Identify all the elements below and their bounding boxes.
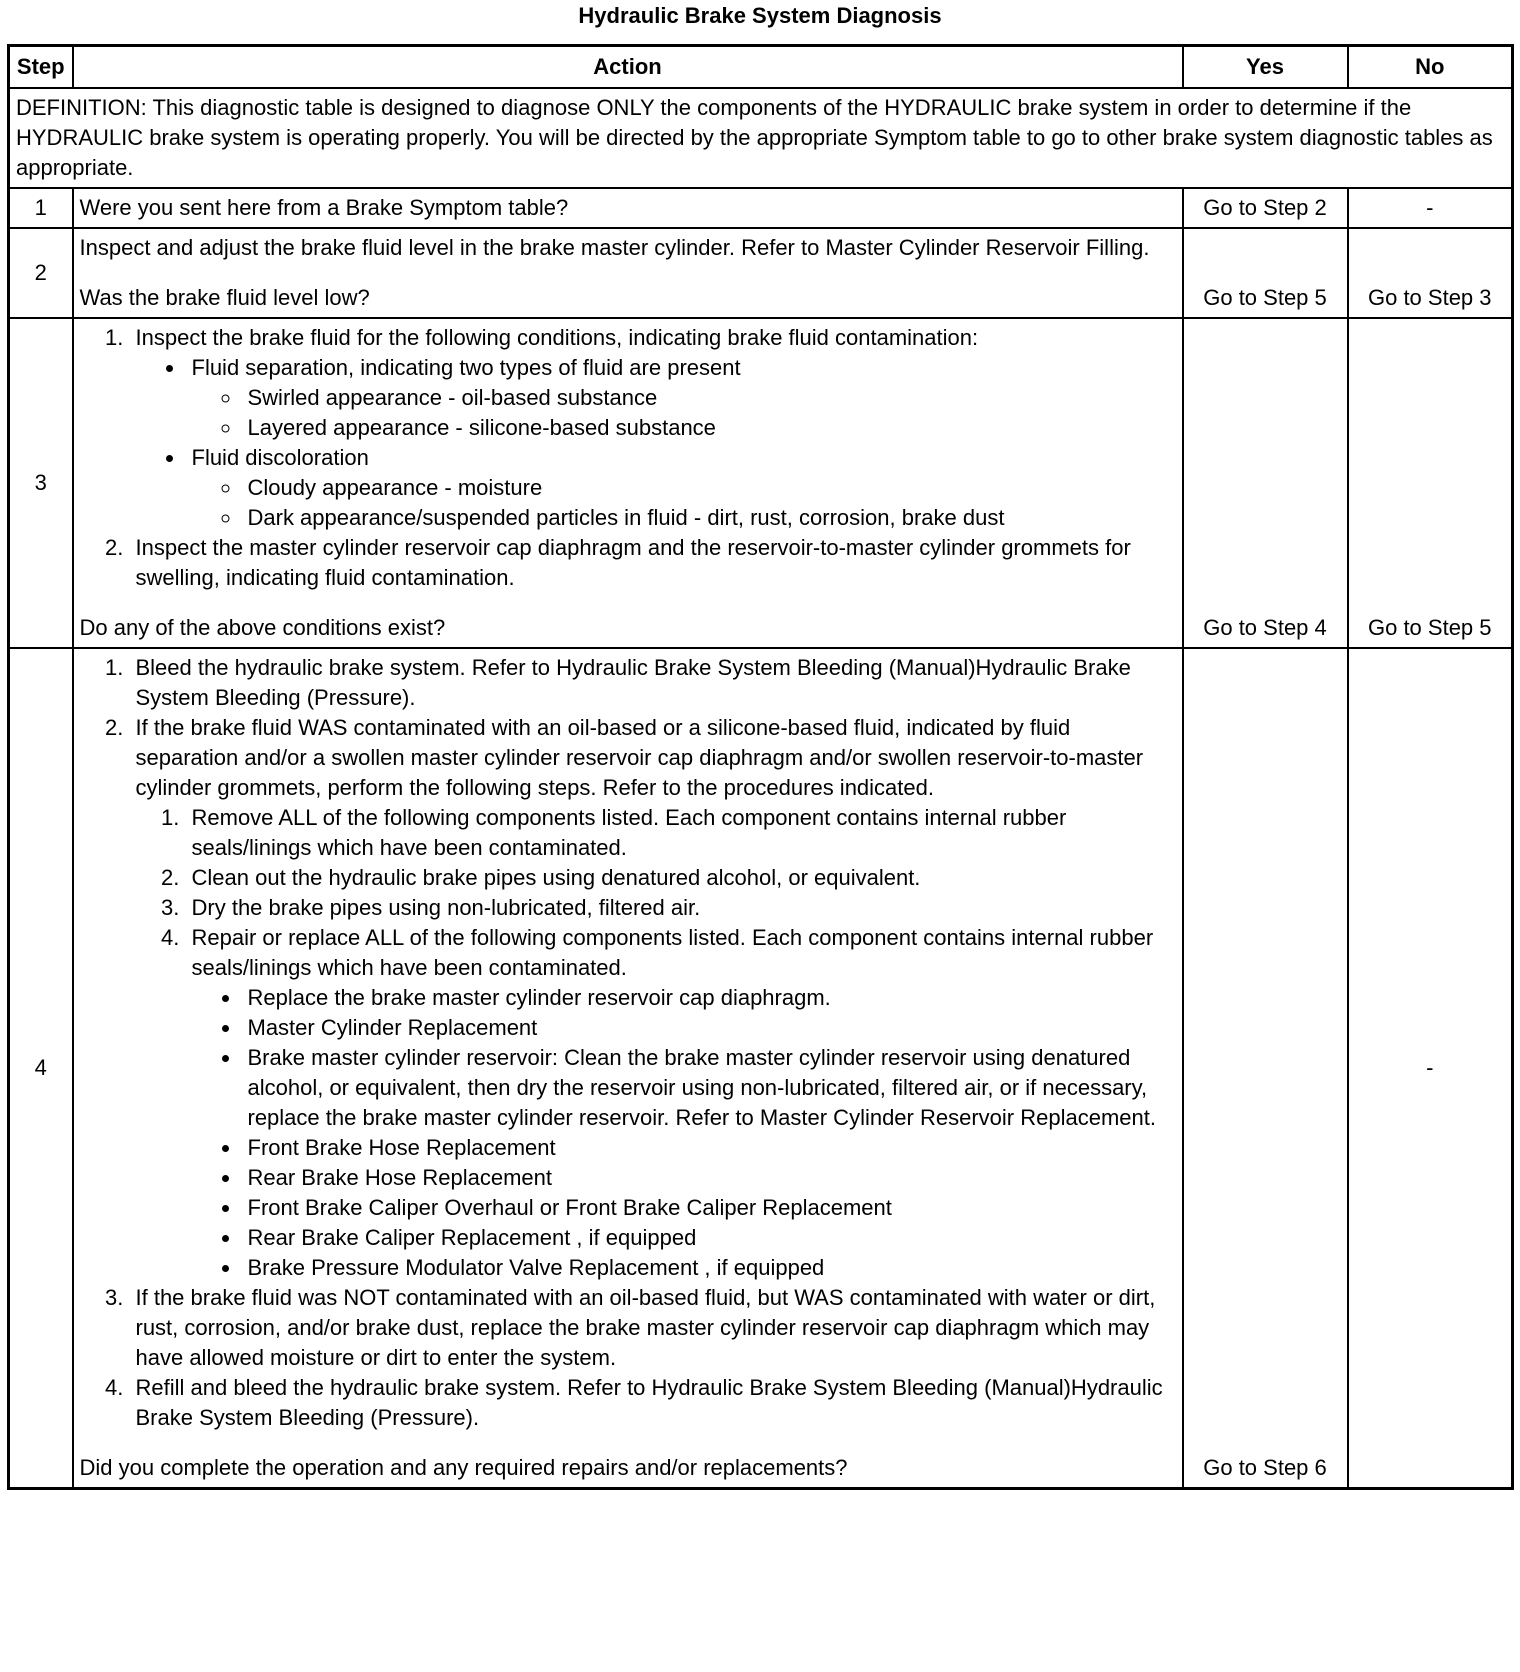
list-item: ◦ Swirled appearance - oil-based substance [242, 383, 1176, 413]
step-question: Did you complete the operation and any required repairs and/or replacements? [79, 1455, 848, 1480]
circle-list [192, 383, 1176, 443]
yes-link[interactable]: Go to Step 5 [1183, 228, 1348, 318]
step-number: 4 [9, 648, 73, 1489]
list-item: • Fluid separation, indicating two types of fluid are present ◦ Swirled appearance - oil-based substance ◦ Layered appearance - silicone-based substance [186, 353, 1176, 443]
list-item: 4. Repair or replace ALL of the following components listed. Each component contains internal rubber seals/linings which have been contaminated. • Replace the brake master cylinder reservoir cap diaphragm. • Master Cylinder Replacement • Brake master cylinder reservoir: Clean the brake master cylinder reservoir using denatured alcohol, or equivalent, then dry the reservoir using non-lubricated, filtered air, or if necessary, replace the brake master cylinder reservoir. Refer to Master Cylinder Reservoir Replacement. • Front Brake Hose Replacement • Rear Brake Hose Replacement • Front Brake Caliper Overhaul or Front Brake Caliper Replacement • Rear Brake Caliper Replacement , if equipped • Brake Pressure Modulator Valve Replacement , if equipped [186, 923, 1176, 1283]
list-item: • Brake master cylinder reservoir: Clean the brake master cylinder reservoir using denatured alcohol, or equivalent, then dry the reservoir using non-lubricated, filtered air, or if necessary, replace the brake master cylinder reservoir. Refer to Master Cylinder Reservoir Replacement. [242, 1043, 1176, 1133]
definition-text: DEFINITION: This diagnostic table is designed to diagnose ONLY the components of the HYDRAULIC brake system in order to determine if the HYDRAULIC brake system is operating properly. You will be directed by the appropriate Symptom table to go to other brake system diagnostic tables as appropriate. [9, 88, 1513, 188]
header-no: No [1348, 46, 1513, 89]
table-row-step-2 [9, 228, 1513, 318]
step-question: Was the brake fluid level low? [79, 285, 370, 310]
table-row-step-3 [9, 318, 1513, 648]
action-list [80, 653, 1176, 1433]
yes-link[interactable]: Go to Step 6 [1183, 648, 1348, 1489]
step-action [73, 318, 1183, 648]
list-item: 3. Dry the brake pipes using non-lubricated, filtered air. [186, 893, 1176, 923]
step-number: 2 [9, 228, 73, 318]
bullet-list [136, 353, 1176, 533]
list-item: 1. Remove ALL of the following components listed. Each component contains internal rubber seals/linings which have been contaminated. [186, 803, 1176, 863]
step-intro: Inspect and adjust the brake fluid level in the brake master cylinder. Refer to Master Cylinder Reservoir Filling. [79, 235, 1150, 260]
list-item: • Rear Brake Hose Replacement [242, 1163, 1176, 1193]
yes-link[interactable]: Go to Step 2 [1183, 188, 1348, 228]
list-item: • Replace the brake master cylinder reservoir cap diaphragm. [242, 983, 1176, 1013]
header-action: Action [73, 46, 1183, 89]
step-action [73, 648, 1183, 1489]
step-number: 3 [9, 318, 73, 648]
page-title: Hydraulic Brake System Diagnosis [578, 3, 942, 28]
yes-link[interactable]: Go to Step 4 [1183, 318, 1348, 648]
header-row [9, 46, 1513, 89]
list-item: 2. Inspect the master cylinder reservoir cap diaphragm and the reservoir-to-master cylinder grommets for swelling, indicating fluid contamination. [130, 533, 1176, 593]
step-question: Do any of the above conditions exist? [79, 615, 446, 640]
no-value: - [1348, 648, 1513, 1489]
list-item: ◦ Cloudy appearance - moisture [242, 473, 1176, 503]
step-question: Were you sent here from a Brake Symptom table? [73, 188, 1183, 228]
list-item: 1. Inspect the brake fluid for the following conditions, indicating brake fluid contamination: • Fluid separation, indicating two types of fluid are present ◦ Swirled appearance - oil-based substance ◦ Layered appearance - silicone-based substance • Fluid discoloration ◦ Cloudy appearance - moisture ◦ Dark appearance/suspended particles in fluid - dirt, rust, corrosion, brake dust [130, 323, 1176, 533]
list-item: 2. If the brake fluid WAS contaminated with an oil-based or a silicone-based fluid, indicated by fluid separation and/or a swollen master cylinder reservoir cap diaphragm and/or swollen reservoir-to-master cylinder grommets, perform the following steps. Refer to the procedures indicated. 1. Remove ALL of the following components listed. Each component contains internal rubber seals/linings which have been contaminated. 2. Clean out the hydraulic brake pipes using denatured alcohol, or equivalent. 3. Dry the brake pipes using non-lubricated, filtered air. 4. Repair or replace ALL of the following components listed. Each component contains internal rubber seals/linings which have been contaminated. • Replace the brake master cylinder reservoir cap diaphragm. • Master Cylinder Replacement • Brake master cylinder reservoir: Clean the brake master cylinder reservoir using denatured alcohol, or equivalent, then dry the reservoir using non-lubricated, filtered air, or if necessary, replace the brake master cylinder reservoir. Refer to Master Cylinder Reservoir Replacement. • Front Brake Hose Replacement • Rear Brake Hose Replacement • Front Brake Caliper Overhaul or Front Brake Caliper Replacement • Rear Brake Caliper Replacement , if equipped • Brake Pressure Modulator Valve Replacement , if equipped [130, 713, 1176, 1283]
no-link[interactable]: Go to Step 3 [1348, 228, 1513, 318]
step-number: 1 [9, 188, 73, 228]
list-item: 4. Refill and bleed the hydraulic brake system. Refer to Hydraulic Brake System Bleeding (Manual)Hydraulic Brake System Bleeding (Pressure). [130, 1373, 1176, 1433]
diagnosis-table [7, 44, 1514, 1490]
no-value: - [1348, 188, 1513, 228]
list-item: • Fluid discoloration ◦ Cloudy appearance - moisture ◦ Dark appearance/suspended particles in fluid - dirt, rust, corrosion, brake dust [186, 443, 1176, 533]
list-item: • Master Cylinder Replacement [242, 1013, 1176, 1043]
definition-row [9, 88, 1513, 188]
action-list [80, 323, 1176, 593]
circle-list [192, 473, 1176, 533]
list-item: 1. Bleed the hydraulic brake system. Refer to Hydraulic Brake System Bleeding (Manual)Hydraulic Brake System Bleeding (Pressure). [130, 653, 1176, 713]
list-item: ◦ Layered appearance - silicone-based substance [242, 413, 1176, 443]
list-item: ◦ Dark appearance/suspended particles in fluid - dirt, rust, corrosion, brake dust [242, 503, 1176, 533]
no-link[interactable]: Go to Step 5 [1348, 318, 1513, 648]
sub-list [136, 803, 1176, 1283]
list-item: • Rear Brake Caliper Replacement , if equipped [242, 1223, 1176, 1253]
list-item: 2. Clean out the hydraulic brake pipes using denatured alcohol, or equivalent. [186, 863, 1176, 893]
step-action [73, 228, 1183, 318]
bullet-list [192, 983, 1176, 1283]
list-item: • Front Brake Hose Replacement [242, 1133, 1176, 1163]
table-row-step-1 [9, 188, 1513, 228]
header-step: Step [9, 46, 73, 89]
list-item: • Front Brake Caliper Overhaul or Front Brake Caliper Replacement [242, 1193, 1176, 1223]
header-yes: Yes [1183, 46, 1348, 89]
table-row-step-4 [9, 648, 1513, 1489]
list-item: 3. If the brake fluid was NOT contaminated with an oil-based fluid, but WAS contaminated with water or dirt, rust, corrosion, and/or brake dust, replace the brake master cylinder reservoir cap diaphragm which may have allowed moisture or dirt to enter the system. [130, 1283, 1176, 1373]
list-item: • Brake Pressure Modulator Valve Replacement , if equipped [242, 1253, 1176, 1283]
